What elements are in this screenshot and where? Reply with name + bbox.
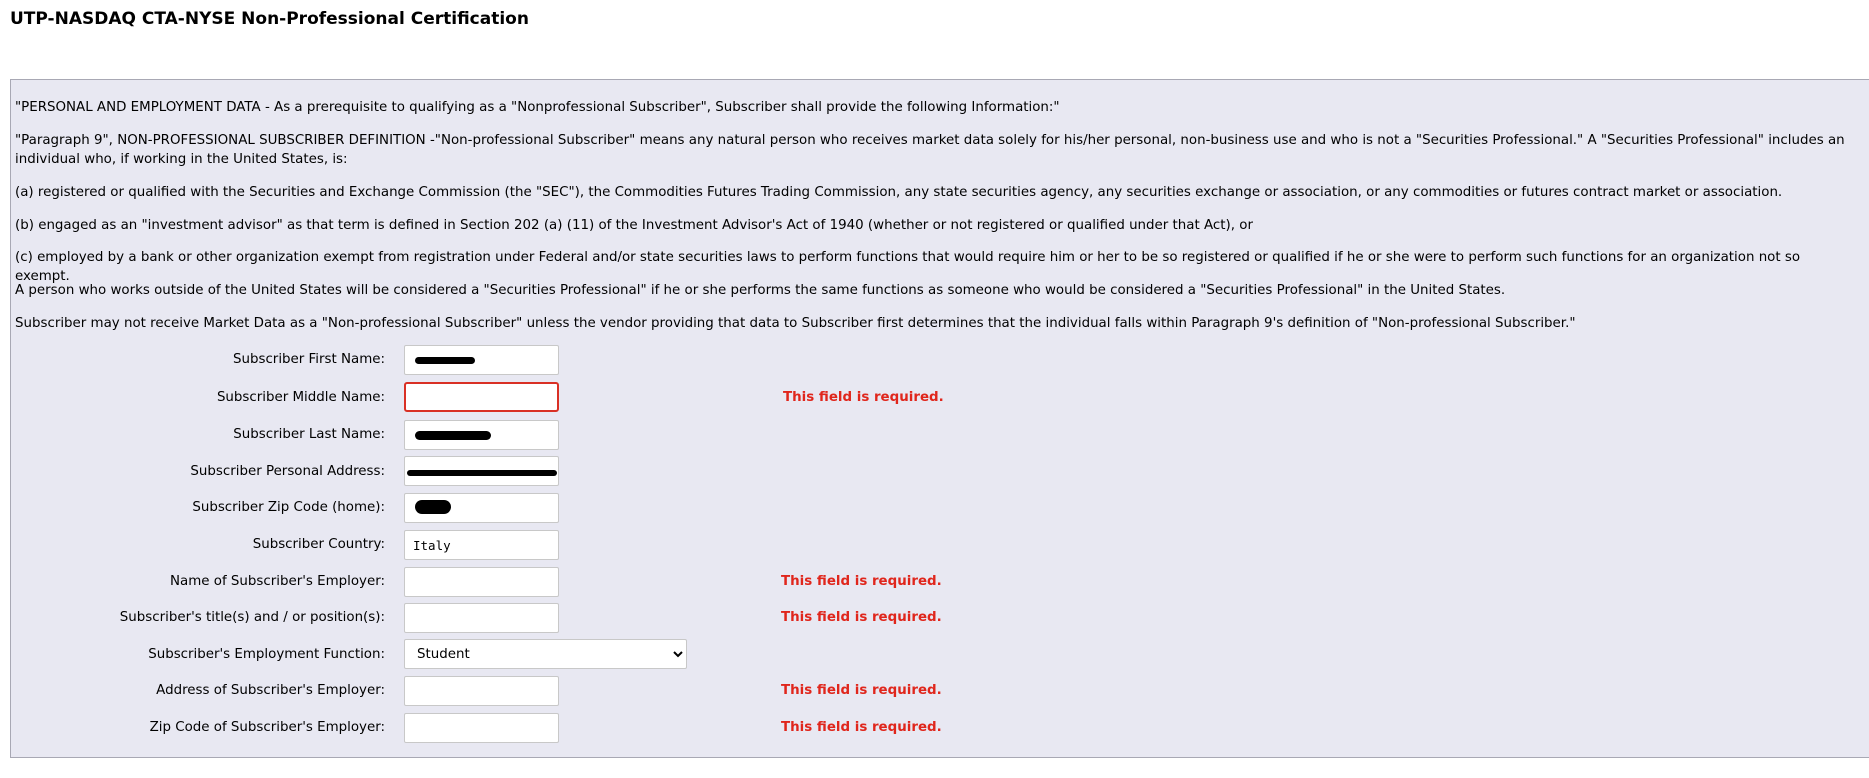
employer-name-label: Name of Subscriber's Employer:: [170, 574, 385, 589]
intro-paragraph: "PERSONAL AND EMPLOYMENT DATA - As a prerequisite to qualifying as a "Nonprofessional Subscriber", Subscriber shall provide the following Information:": [15, 100, 1060, 115]
clause-b-paragraph: (b) engaged as an "investment advisor" as that term is defined in Section 202 (a) (11) of the Investment Advisor's Act of 1940 (whether or not registered or qualified under that Act), or: [15, 218, 1253, 233]
employer-address-label: Address of Subscriber's Employer:: [156, 683, 385, 698]
title-position-error: This field is required.: [781, 610, 942, 625]
outside-us-paragraph: A person who works outside of the United States will be considered a "Securities Professional" if he or she performs the same functions as someone who would be considered a "Securities Professional" in the United States.: [15, 283, 1506, 298]
employment-function-label: Subscriber's Employment Function:: [148, 647, 385, 662]
definition-paragraph: "Paragraph 9", NON-PROFESSIONAL SUBSCRIBER DEFINITION -"Non-professional Subscriber" means any natural person who receives market data solely for his/her personal, non-business use and who is not a "Securities Professional." A "Securities Professional" includes an individual who, if working in the United States, is:: [15, 133, 1845, 167]
redaction-scribble: [415, 431, 491, 440]
redaction-scribble: [415, 357, 475, 364]
employer-address-input[interactable]: [404, 676, 559, 706]
middle-name-error: This field is required.: [783, 390, 944, 405]
middle-name-input[interactable]: [404, 382, 559, 412]
employer-name-error: This field is required.: [781, 574, 942, 589]
first-name-label: Subscriber First Name:: [232, 352, 385, 367]
title-position-label: Subscriber's title(s) and / or position(s):: [119, 610, 385, 625]
employer-address-error: This field is required.: [781, 683, 942, 698]
personal-address-label: Subscriber Personal Address:: [190, 464, 385, 479]
employment-function-select[interactable]: [404, 639, 687, 669]
page-title: UTP-NASDAQ CTA-NYSE Non-Professional Certification: [10, 9, 529, 29]
country-label: Subscriber Country:: [252, 537, 385, 552]
last-name-label: Subscriber Last Name:: [233, 427, 385, 442]
clause-c-paragraph: (c) employed by a bank or other organization exempt from registration under Federal and/or state securities laws to perform functions that would require him or her to be so registered or qualified if he or she were to perform such functions for an organization not so exempt.: [15, 250, 1801, 284]
clause-a-paragraph: (a) registered or qualified with the Securities and Exchange Commission (the "SEC"), the Commodities Futures Trading Commission, any state securities agency, any securities exchange or association, or any commodities or futures contract market or association.: [15, 185, 1783, 200]
redaction-scribble: [415, 500, 451, 514]
country-input[interactable]: [404, 530, 559, 560]
certification-panel: [10, 79, 1869, 758]
employer-zip-input[interactable]: [404, 713, 559, 743]
zip-home-label: Subscriber Zip Code (home):: [192, 500, 385, 515]
redaction-scribble: [407, 470, 557, 476]
title-position-input[interactable]: [404, 603, 559, 633]
vendor-paragraph: Subscriber may not receive Market Data as a "Non-professional Subscriber" unless the vendor providing that data to Subscriber first determines that the individual falls within Paragraph 9's definition of "Non-professional Subscriber.": [15, 316, 1576, 331]
middle-name-label: Subscriber Middle Name:: [216, 390, 385, 405]
employer-zip-error: This field is required.: [781, 720, 942, 735]
employer-name-input[interactable]: [404, 567, 559, 597]
employer-zip-label: Zip Code of Subscriber's Employer:: [149, 720, 385, 735]
